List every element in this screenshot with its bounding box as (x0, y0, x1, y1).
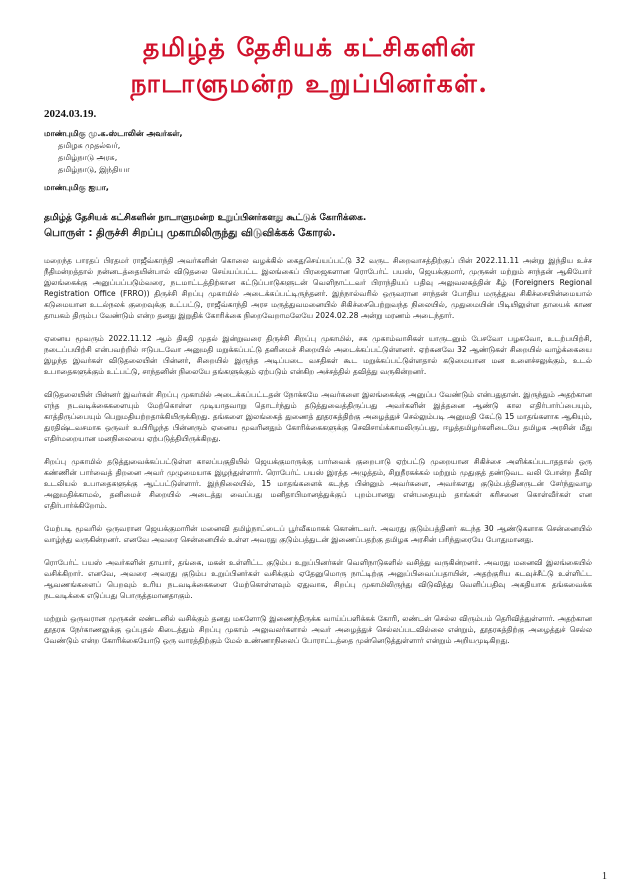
body-paragraph: மேற்படி மூவரில் ஒருவரான ஜெயக்குமாரின் மனைவி தமிழ்நாட்டைப் பூர்வீகமாகக் கொண்டவர். அவரது குடும்பத்தினர் கடந்த 30 ஆண்டுகளாக சென்னையில் வாழ்ந்து வருகின்றனர். எனவே அவரை சென்னையில் உள்ள அவரது குடும்பத்துடன் இணைப்பதற்கு தமிழக அரசின் பரிந்துரையே போதுமானது. (44, 524, 592, 544)
addressee-name: மாண்புமிகு மு.க.ஸ்டாலின் அவர்கள், (44, 129, 183, 138)
body-paragraph: மறைந்த பாரதப் பிரதமர் ராஜீவ்காந்தி அவர்களின் கொலை வழக்கில் கைதுசெய்யப்பட்டு 32 வருட சிறைவாசத்திற்குப் பின் 2022.11.11 அன்று இந்திய உச்ச நீதிமன்றத்தால் நன்னடத்தையின்பால் விடுதலை செய்யப்பட்ட இலங்கைப் பிரஜைகளான ரொபேர்ட் பயஸ், ஜெயக்குமார், முருகன் மற்றும் சாந்தன் ஆகியோர் இலங்கைக்கு அனுப்பப்படும்வரை, நடமாட்டத்திற்கான கட்டுப்பாடுகளுடன் வெளிநாட்டவர் பிராந்தியப் பதிவு அலுவலகத்தின் கீழ் (Foreigners Regional Registration Office (FRRO)) திருச்சி சிறப்பு முகாமில் அடைக்கப்பட்டிருந்தனர். இந்நால்வரில் ஒருவரான சாந்தன் போதிய மருத்துவ சிகிச்சையின்மையால் கடுமையான உடல்நலக் குறைவுக்கு உட்பட்டு, ராஜீவ்காந்தி அரச மருத்துவமனையில் சிகிச்சைபெற்றுவந்த நிலையில், முதுமையின் பிடியிலுள்ள தாயைக் காண தாயகம் திரும்ப வேண்டும் என்ற தனது இறுதிக் கோரிக்கை நிறைவேறாமலேயே 2024.02.28 அன்று மரணம் அடைந்தார். (44, 256, 592, 320)
body-paragraph: ரொபேர்ட் பயஸ் அவர்களின் தாயார், தங்கை, மகன் உள்ளிட்ட குடும்ப உறுப்பினர்கள் வெளிநாடுகளில் வசித்து வருகின்றனர். அவரது மனைவி இலங்கையில் வசிக்கிறார். எனவே, அவரை அவரது குடும்ப உறுப்பினர்கள் வசிக்கும் ஏதேனுமொரு நாட்டிற்கு அனுப்பிவைப்பதாயின், அதற்குரிய கடவுச்சீட்டு உள்ளிட்ட ஆவணங்களைப் பெறவும் உரிய நடவடிக்கைகளை மேற்கொள்ளவும் ஏதுவாக, சிறப்பு முகாமிலிருந்து விடுவித்து வெளிப்பதிவு அகதியாக தங்கவைக்க நடவடிக்கை எடுப்பது பொருத்தமானதாகும். (44, 558, 592, 600)
salutation: மாண்புமிகு ஐயா, (44, 183, 109, 192)
addressee-line: தமிழ்நாடு அரசு, (58, 153, 118, 162)
addressee-line: தமிழக முதல்வர், (58, 141, 121, 150)
page-number: 1 (602, 871, 607, 882)
subject-heading: தமிழ்த் தேசியக் கட்சிகளின் நாடாளுமன்ற உறுப்பினர்களது கூட்டுக் கோரிக்கை. (44, 213, 367, 223)
subject-line: பொருள் : திருச்சி சிறப்பு முகாமிலிருந்து விடுவிக்கக் கோரல். (44, 227, 336, 239)
body-paragraph: விடுதலையின் பின்னர் இவர்கள் சிறப்பு முகாமில் அடைக்கப்பட்டதன் நோக்கமே அவர்களை இலங்கைக்கு அனுப்ப வேண்டும் என்பதுதான். இருந்தும் அதற்கான எந்த நடவடிக்கைகளையும் மேற்கொள்ள முடியாதவாறு தொடர்ந்தும் தடுத்துவைத்திருப்பது அவர்களின் இத்தனை ஆண்டு கால எதிர்பார்ப்பையும், காத்திருப்பையும் பெறுமதியற்றதாக்கியிருக்கிறது. தங்களை இலங்கைத் துணைத் தூதரகத்திற்கு அழைத்துச் செல்லும்படி அனுமதி கேட்டு 15 மாதங்களாக ஆகியும், துரதிஷ்டவசமாக ஒருவர் உயிரிழந்த பின்னரும் ஏனைய மூவரினதும் கோரிக்கைகளுக்கு செவிசாய்க்காமலிருப்பது, ஈழத்தமிழர்களிடையே தமிழக அரசின் மீது எதிர்மறையான மனநிலையை ஏற்படுத்தியிருக்கிறது. (44, 390, 592, 443)
letterhead-line-2: நாடாளுமன்ற உறுப்பினர்கள். (130, 69, 489, 98)
addressee-line: தமிழ்நாடு, இந்தியா (58, 165, 130, 174)
body-paragraph: ஏனைய மூவரும் 2022.11.12 ஆம் திகதி முதல் இன்றுவரை திருச்சி சிறப்பு முகாமில், சக முகாம்வாசிகள் யாருடனும் பேசவோ பழகவோ, உடற்பயிற்சி, நடைப்பயிற்சி என்பவற்றில் ஈடுபடவோ அனுமதி மறுக்கப்பட்டு தனிமைச் சிறையில் அடைக்கப்பட்டுள்ளனர். ஏற்கனவே 32 ஆண்டுகள் சிறையில் வாழ்க்கையை இழந்த இவர்கள் விடுதலையின் பின்னர், சிறையில் இருந்த அடிப்படை வசதிகள் கூட மறுக்கப்பட்டுள்ளதால் கடுமையான மன உளைச்சலுக்கும், உடல் உபாதைகளுக்கும் உட்பட்டு, சாந்தனின் நிலையே தங்களுக்கும் ஏற்படும் என்கிற அச்சத்தில் தவித்து வருகின்றனர். (44, 334, 592, 376)
subject-block (44, 211, 604, 241)
letter-date: 2024.03.19. (44, 108, 97, 120)
letter-body (44, 255, 592, 658)
letterhead-line-1: தமிழ்த் தேசியக் கட்சிகளின் (142, 33, 477, 62)
letterhead-title (0, 30, 619, 102)
addressee-block (44, 128, 182, 176)
body-paragraph: சிறப்பு முகாமில் தடுத்துவைக்கப்பட்டுள்ள காலப்பகுதியில் ஜெயக்குமாருக்கு பார்வைக் குறைபாடு ஏற்பட்டு முறையான சிகிச்சை அளிக்கப்படாததால் ஒரு கண்ணின் பார்வைத் திறனை அவர் முழுமையாக இழந்துள்ளார். ரொபேர்ட் பயஸ் இரத்த அழுத்தம், சிறுநீரகக்கல் மற்றும் முதுகுத் தண்டுவட வலி போன்ற தீவிர உடலியல் உபாதைகளுக்கு ஆட்பட்டுள்ளார். இந்நிலையில், 15 மாதங்களைக் கடந்த பின்னும் அவர்களை, அவர்களது குடும்பத்தினருடன் சேர்ந்துவாழ அனுமதிக்காமல், தனிமைச் சிறையில் அடைத்து வைப்பது மனிதாபிமானத்துக்குப் புறம்பானது என்பதையும் தாங்கள் கரிசனை கொள்வீர்கள் என எதிர்பார்க்கிறோம். (44, 457, 592, 510)
body-paragraph: மற்றும் ஒருவரான முருகன் லண்டனில் வசிக்கும் தனது மகளோடு இணைந்திருக்க வாய்ப்பளிக்கக் கோரி, லண்டன் செல்ல விரும்பம் தெரிவித்துள்ளார். அதற்கான தூதரக நேர்காணலுக்கு ஒப்புதல் கிடைத்தும் சிறப்பு முகாம் அலுவலர்களால் அவர் அழைத்துச் செல்லப்படவில்லை என்றும், தூதரகத்திற்கு அழைத்துச் செல்ல வேண்டும் என்ற கோரிக்கையோடு ஒரு வாரத்திற்கும் மேல் உண்ணாநிலைப் போராட்டத்தை முன்னெடுத்துள்ளார் என்றும் அறியமுடிகிறது. (44, 614, 592, 645)
